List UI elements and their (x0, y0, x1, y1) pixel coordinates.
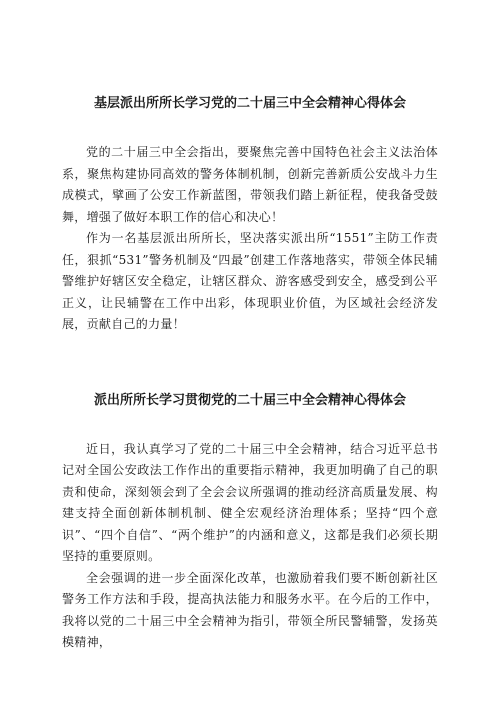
section-2-title: 派出所所长学习贯彻党的二十届三中全会精神心得体会 (93, 392, 406, 408)
section-2-body (62, 439, 438, 654)
section-2-paragraph-1: 近日，我认真学习了党的二十届三中全会精神，结合习近平总书记对全国公安政法工作作出的重要指示精神，我更加明确了自己的职责和使命，深刻领会到了全会会议所强调的推动经济高质量发展、构建支持全面创新体制机制、健全宏观经济治理体系；坚持“四个意识”、“四个自信”、“两个维护”的内涵和意义，这都是我们必须长期坚持的重要原则。 (62, 441, 438, 563)
section-1-title: 基层派出所所长学习党的二十届三中全会精神心得体会 (93, 96, 406, 111)
section-1 (62, 92, 438, 336)
section-2 (62, 389, 438, 654)
section-1-paragraph-2: 作为一名基层派出所所长，坚决落实派出所“1551”主防工作责任，狠抓“531”警务机制及“四最”创建工作落地落实，带领全体民辅警维护好辖区安全稳定，让辖区群众、游客感受到安全，感受到公平正义，让民辅警在工作中出彩，体现职业价值，为区域社会经济发展，贡献自己的力量！ (62, 231, 438, 331)
section-1-body (62, 142, 438, 336)
section-2-paragraph-2: 全会强调的进一步全面深化改革，也激励着我们要不断创新社区警务工作方法和手段，提高执法能力和服务水平。在今后的工作中，我将以党的二十届三中全会精神为指引，带领全所民警辅警，发扬英模精神， (62, 570, 438, 649)
section-1-paragraph-1: 党的二十届三中全会指出，要聚焦完善中国特色社会主义法治体系，聚焦构建协同高效的警务体制机制，创新完善新质公安战斗力生成模式，擘画了公安工作新蓝图，带领我们踏上新征程，使我备受鼓舞，增强了做好本职工作的信心和决心！ (62, 145, 438, 224)
